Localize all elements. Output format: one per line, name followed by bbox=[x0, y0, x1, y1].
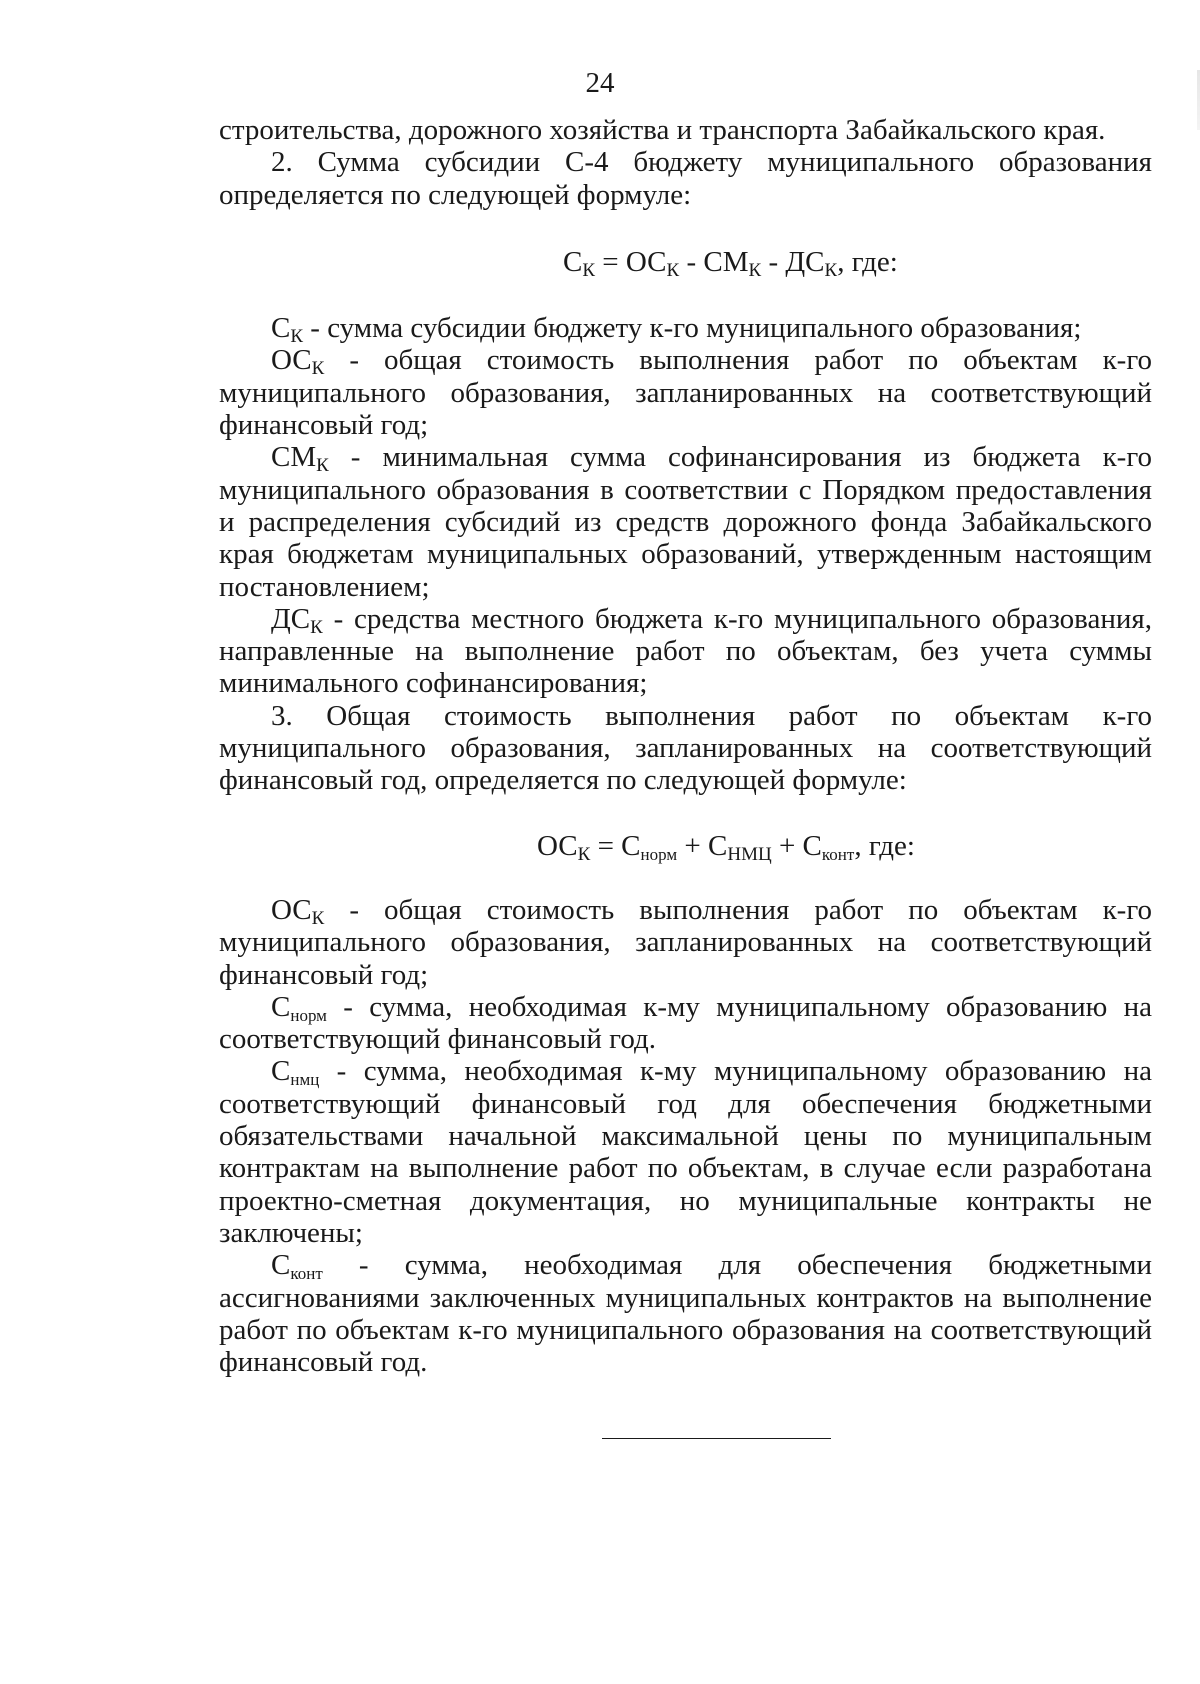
definition-smk: $СМ_К$ - минимальная сумма софинансирования из бюджета к-го муниципального образования в соответствии с Порядком предоставления и распределения субсидий из средств дорожного фонда Забайкальского края бюджетам муниципальных образований, утвержденным настоящим постановлением; bbox=[219, 441, 1152, 603]
definition-cnmc: $С_{нмц}$ - сумма, необходимая к-му муниципальному образованию на соответствующий финансовый год для обеспечения бюджетными обязательствами начальной максимальной цены по муниципальным контрактам на выполнение работ по объектам, в случае если разработана проектно-сметная документация, но муниципальные контракты не заключены; bbox=[219, 1055, 1152, 1249]
definition-ckont: $С_{конт}$ - сумма, необходимая для обеспечения бюджетными ассигнованиями заключенных муниципальных контрактов на выполнение работ по объектам к-го муниципального образования на соответствующий финансовый год. bbox=[219, 1249, 1152, 1379]
paragraph-continuation: строительства, дорожного хозяйства и транспорта Забайкальского края. bbox=[219, 114, 1106, 146]
definition-ock-2: $ОС_К$ - общая стоимость выполнения работ по объектам к-го муниципального образования, запланированных на соответствующий финансовый год; bbox=[219, 893, 1152, 991]
formula-subsidy: $С_К = ОС_К - СМ_К - ДС_К$, где: bbox=[563, 245, 898, 281]
definition-dsk: $ДС_К$ - средства местного бюджета к-го муниципального образования, направленные на выполнение работ по объектам, без учета суммы минимального софинансирования; bbox=[219, 602, 1152, 700]
definition-ock: $ОС_К$ - общая стоимость выполнения работ по объектам к-го муниципального образования, запланированных на соответствующий финансовый год; bbox=[219, 344, 1152, 442]
paragraph-item-2: 2. Сумма субсидии С-4 бюджету муниципального образования определяется по следующей формуле: bbox=[219, 146, 1152, 211]
formula-total-cost: $ОС_К = С_{норм} + С_{НМЦ} + С_{конт}$, где: bbox=[537, 829, 915, 865]
definition-cnorm: $С_{норм}$ - сумма, необходимая к-му муниципальному образованию на соответствующий финансовый год. bbox=[219, 990, 1152, 1056]
paragraph-item-3: 3. Общая стоимость выполнения работ по объектам к-го муниципального образования, запланированных на соответствующий финансовый год, определяется по следующей формуле: bbox=[219, 699, 1152, 797]
definition-ck: $С_К$ - сумма субсидии бюджету к-го муниципального образования; bbox=[271, 312, 1082, 348]
page-number: 24 bbox=[585, 67, 615, 99]
document-body bbox=[219, 114, 1152, 1378]
end-rule bbox=[602, 1438, 831, 1439]
